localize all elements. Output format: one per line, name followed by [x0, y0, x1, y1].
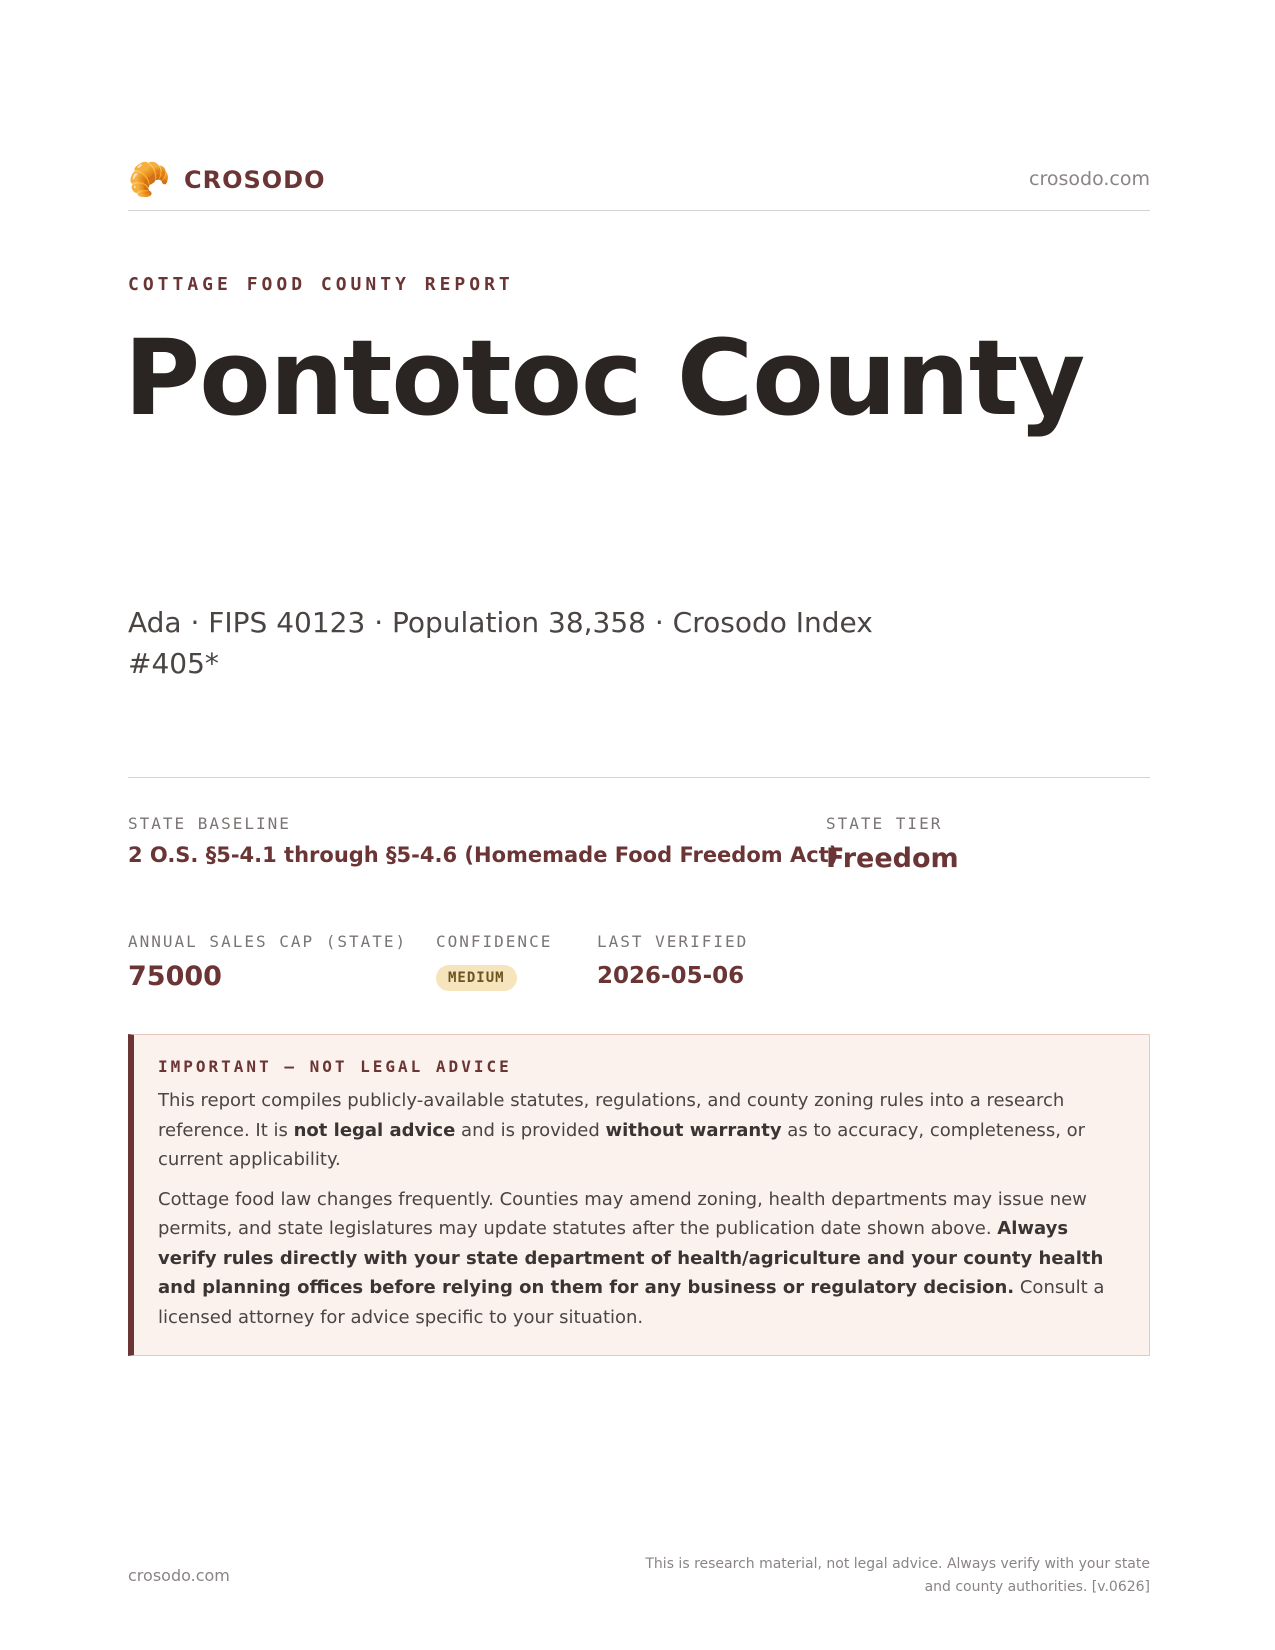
footer-disclaimer-line: and county authorities. [v.0626] [924, 1579, 1150, 1595]
state-baseline-label: STATE BASELINE [128, 814, 291, 833]
state-baseline-field [128, 814, 838, 867]
state-tier-field [826, 814, 959, 874]
report-subtitle: Ada · FIPS 40123 · Population 38,358 · Crosodo Index #405* [128, 606, 873, 680]
state-baseline-value: 2 O.S. §5-4.1 through §5-4.6 (Homemade Food Freedom Act) [128, 843, 839, 867]
state-tier-value: Freedom [826, 843, 959, 874]
footer-disclaimer-line: This is research material, not legal advice. Always verify with your state [645, 1556, 1150, 1572]
last-verified-label: LAST VERIFIED [597, 932, 749, 951]
notice-emphasis: not legal advice [293, 1119, 456, 1141]
notice-emphasis: without warranty [605, 1119, 782, 1141]
brand[interactable] [128, 160, 326, 200]
divider [128, 777, 1150, 778]
report-kicker: COTTAGE FOOD COUNTY REPORT [128, 274, 514, 295]
notice-text: and is provided [455, 1119, 606, 1141]
sales-cap-label: ANNUAL SALES CAP (STATE) [128, 932, 408, 951]
last-verified-field [597, 932, 748, 989]
notice-emphasis: Always verify rules directly with your state department of health/agriculture and your county health and planning offices before relying on them for any business or regulatory decision. [158, 1218, 1104, 1298]
confidence-label: CONFIDENCE [436, 932, 553, 951]
legal-notice [128, 1034, 1150, 1356]
sales-cap-value: 75000 [128, 961, 222, 992]
notice-paragraph-1 [158, 1086, 1127, 1175]
sales-cap-field [128, 932, 407, 992]
report-page [124, 0, 1150, 1650]
notice-paragraph-2 [158, 1185, 1127, 1333]
notice-heading: IMPORTANT — NOT LEGAL ADVICE [158, 1057, 512, 1076]
notice-text: Consult a licensed attorney for advice specific to your situation. [158, 1277, 1105, 1328]
page-title: Pontotoc County [124, 317, 1085, 439]
notice-text: This report compiles publicly-available statutes, regulations, and county zoning rules into a research reference. It is [158, 1090, 1065, 1141]
confidence-badge: MEDIUM [436, 965, 517, 991]
header-bar [128, 160, 1150, 211]
site-link[interactable]: crosodo.com [1029, 168, 1150, 190]
confidence-field [436, 932, 552, 991]
brand-name: CROSODO [184, 166, 326, 194]
footer-site-link[interactable]: crosodo.com [128, 1566, 230, 1585]
notice-text: Cottage food law changes frequently. Counties may amend zoning, health departments may issue new permits, and state legislatures may update statutes after the publication date shown above. [158, 1188, 1087, 1239]
notice-text: as to accuracy, completeness, or current applicability. [158, 1119, 1086, 1170]
croissant-icon: 🥐 [128, 160, 171, 200]
footer-disclaimer [610, 1553, 1150, 1599]
state-tier-label: STATE TIER [826, 814, 943, 833]
last-verified-value: 2026-05-06 [597, 963, 745, 989]
